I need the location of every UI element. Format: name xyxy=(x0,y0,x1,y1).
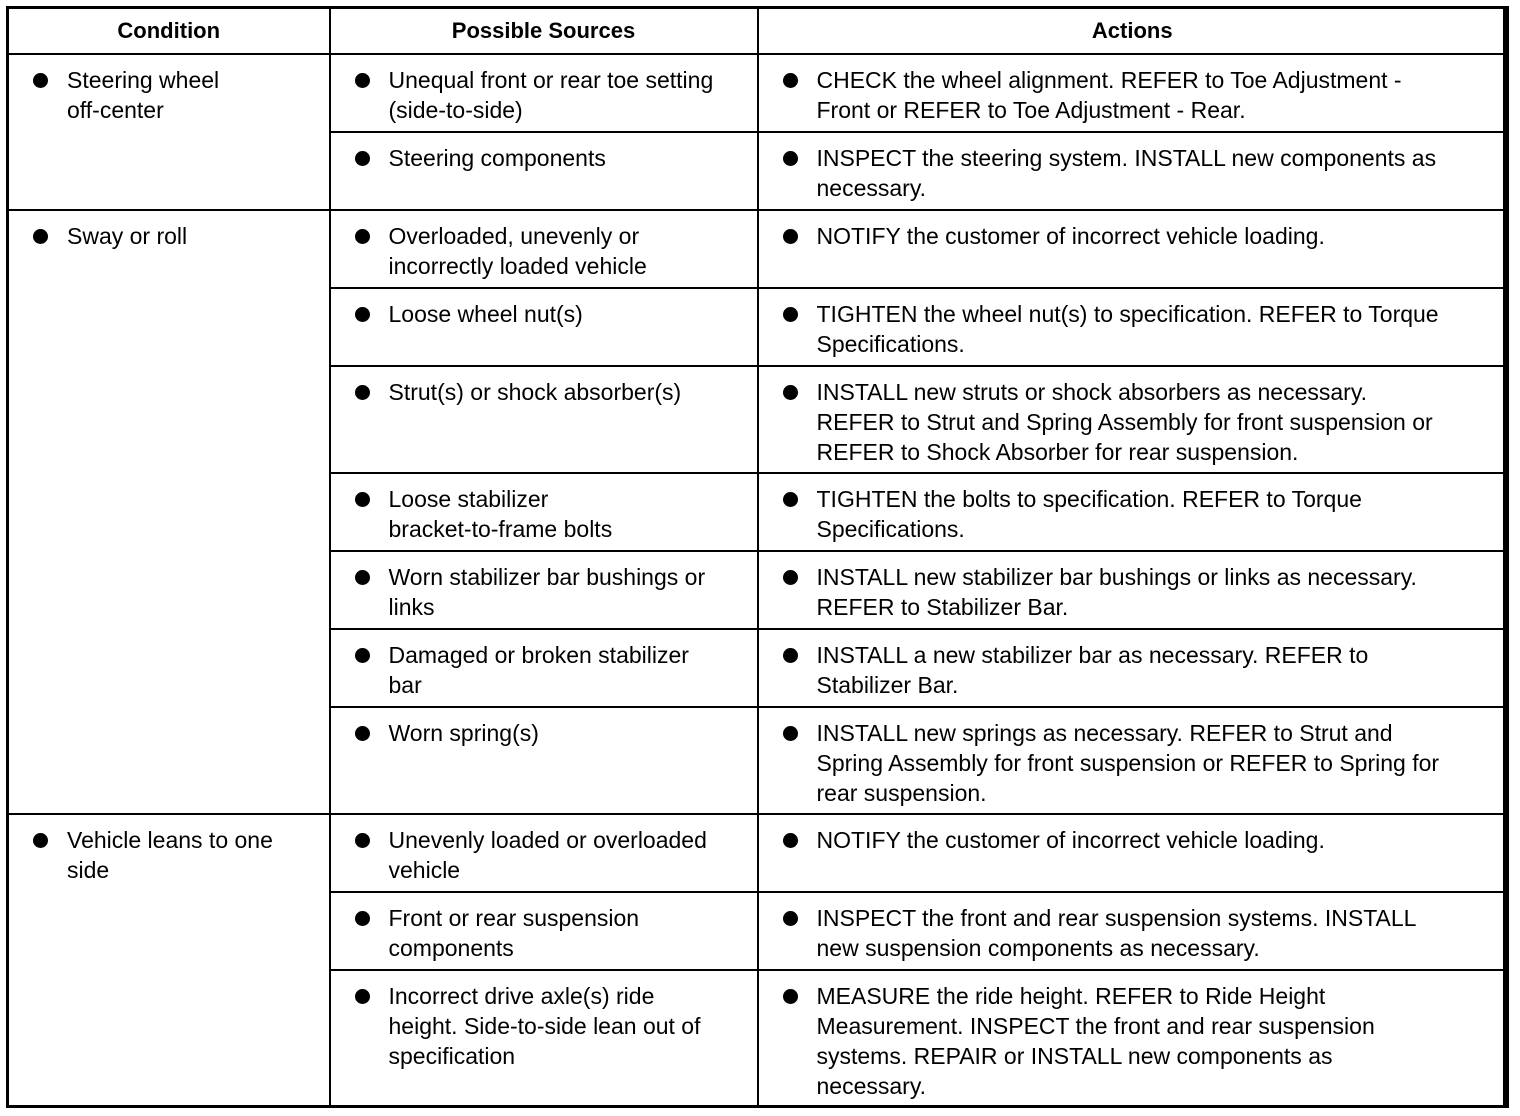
bullet-icon xyxy=(783,299,817,329)
action-cell xyxy=(758,892,1508,970)
action-cell xyxy=(758,210,1508,288)
source-cell xyxy=(330,629,758,707)
condition-cell xyxy=(8,54,330,210)
action-text: INSPECT the front and rear suspension systems. INSTALL new suspension components as necessary. xyxy=(816,905,1417,961)
table-row xyxy=(8,54,1508,132)
bullet-icon xyxy=(783,718,817,748)
action-cell xyxy=(758,132,1508,210)
source-cell xyxy=(330,132,758,210)
bullet-icon xyxy=(783,143,817,173)
bullet-icon xyxy=(355,484,389,514)
source-text: Steering components xyxy=(388,145,606,171)
action-cell xyxy=(758,288,1508,366)
bullet-icon xyxy=(355,299,389,329)
source-text: Strut(s) or shock absorber(s) xyxy=(388,379,682,405)
condition-text: Steering wheel off-center xyxy=(67,67,220,123)
source-cell xyxy=(330,551,758,629)
bullet-icon xyxy=(783,640,817,670)
source-cell xyxy=(330,892,758,970)
source-cell xyxy=(330,473,758,551)
action-cell xyxy=(758,814,1508,892)
condition-text: Sway or roll xyxy=(67,223,188,249)
action-text: INSTALL a new stabilizer bar as necessary. REFER to Stabilizer Bar. xyxy=(816,642,1369,698)
source-text: Damaged or broken stabilizer bar xyxy=(388,642,689,698)
bullet-icon xyxy=(355,221,389,251)
header-actions: Actions xyxy=(758,8,1508,55)
bullet-icon xyxy=(355,825,389,855)
action-cell xyxy=(758,473,1508,551)
source-text: Front or rear suspension components xyxy=(388,905,640,961)
condition-cell xyxy=(8,814,330,1107)
table-row xyxy=(8,814,1508,892)
bullet-icon xyxy=(355,903,389,933)
action-cell xyxy=(758,366,1508,473)
bullet-icon xyxy=(783,484,817,514)
diagnosis-table-frame xyxy=(6,6,1506,1108)
action-cell xyxy=(758,54,1508,132)
source-text: Worn stabilizer bar bushings or links xyxy=(388,564,706,620)
action-text: NOTIFY the customer of incorrect vehicle loading. xyxy=(816,827,1325,853)
action-text: INSPECT the steering system. INSTALL new components as necessary. xyxy=(816,145,1437,201)
bullet-icon xyxy=(783,981,817,1011)
source-cell xyxy=(330,366,758,473)
header-possible-sources: Possible Sources xyxy=(330,8,758,55)
action-text: INSTALL new stabilizer bar bushings or links as necessary. REFER to Stabilizer Bar. xyxy=(816,564,1417,620)
source-cell xyxy=(330,288,758,366)
bullet-icon xyxy=(783,65,817,95)
bullet-icon xyxy=(355,981,389,1011)
action-cell xyxy=(758,551,1508,629)
source-cell xyxy=(330,707,758,814)
action-cell xyxy=(758,970,1508,1107)
bullet-icon xyxy=(355,640,389,670)
action-text: TIGHTEN the bolts to specification. REFER to Torque Specifications. xyxy=(816,486,1362,542)
bullet-icon xyxy=(355,143,389,173)
bullet-icon xyxy=(33,65,67,95)
bullet-icon xyxy=(355,377,389,407)
table-row xyxy=(8,210,1508,288)
action-text: INSTALL new struts or shock absorbers as necessary. REFER to Strut and Spring Assembly for front suspension or REFER to Shock Absorber for rear suspension. xyxy=(816,379,1433,465)
source-cell xyxy=(330,814,758,892)
bullet-icon xyxy=(33,221,67,251)
source-text: Loose wheel nut(s) xyxy=(388,301,583,327)
action-text: INSTALL new springs as necessary. REFER to Strut and Spring Assembly for front suspension or REFER to Spring for rear suspension. xyxy=(816,720,1440,806)
source-text: Worn spring(s) xyxy=(388,720,539,746)
bullet-icon xyxy=(355,65,389,95)
action-text: NOTIFY the customer of incorrect vehicle loading. xyxy=(816,223,1325,249)
condition-cell xyxy=(8,210,330,814)
source-text: Unequal front or rear toe setting (side-to-side) xyxy=(388,67,714,123)
source-text: Loose stabilizer bracket-to-frame bolts xyxy=(388,486,613,542)
bullet-icon xyxy=(783,377,817,407)
source-cell xyxy=(330,970,758,1107)
bullet-icon xyxy=(355,562,389,592)
source-text: Unevenly loaded or overloaded vehicle xyxy=(388,827,707,883)
bullet-icon xyxy=(355,718,389,748)
action-text: CHECK the wheel alignment. REFER to Toe Adjustment - Front or REFER to Toe Adjustment - Rear. xyxy=(816,67,1402,123)
bullet-icon xyxy=(783,562,817,592)
header-condition: Condition xyxy=(8,8,330,55)
bullet-icon xyxy=(783,221,817,251)
source-text: Overloaded, unevenly or incorrectly loaded vehicle xyxy=(388,223,647,279)
source-cell xyxy=(330,210,758,288)
action-cell xyxy=(758,707,1508,814)
action-text: MEASURE the ride height. REFER to Ride Height Measurement. INSPECT the front and rear suspension systems. REPAIR or INSTALL new components as necessary. xyxy=(816,983,1375,1099)
bullet-icon xyxy=(783,825,817,855)
source-text: Incorrect drive axle(s) ride height. Side-to-side lean out of specification xyxy=(388,983,701,1069)
action-text: TIGHTEN the wheel nut(s) to specification. REFER to Torque Specifications. xyxy=(816,301,1439,357)
action-cell xyxy=(758,629,1508,707)
bullet-icon xyxy=(33,825,67,855)
symptom-diagnosis-table xyxy=(6,6,1509,1108)
bullet-icon xyxy=(783,903,817,933)
source-cell xyxy=(330,54,758,132)
condition-text: Vehicle leans to one side xyxy=(67,827,273,883)
header-row xyxy=(8,8,1508,55)
